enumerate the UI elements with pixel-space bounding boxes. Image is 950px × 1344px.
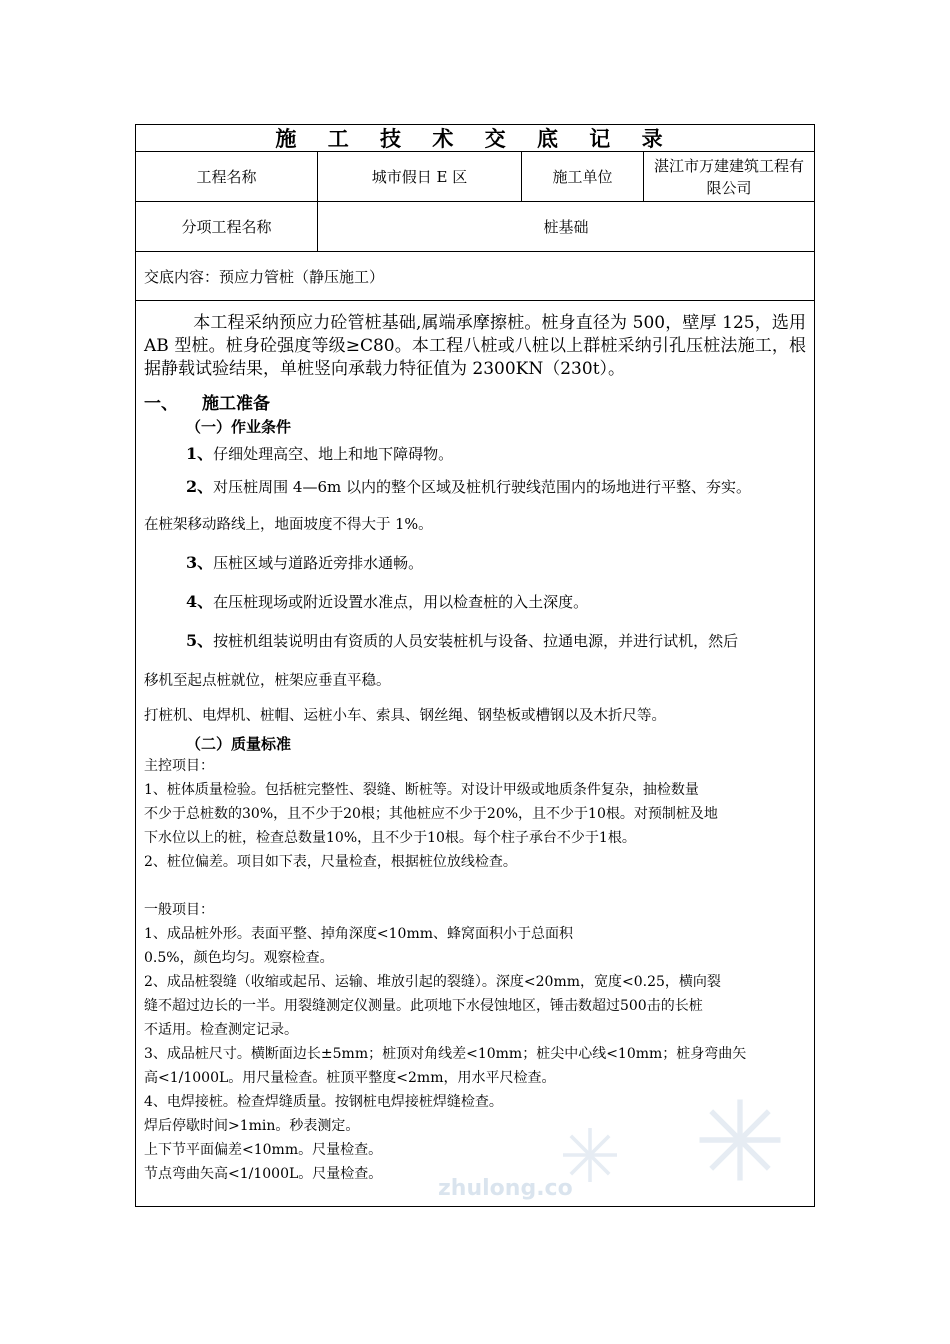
main-control-heading: 主控项目： [144, 758, 214, 774]
list-item: 1、仔细处理高空、地上和地下障碍物。 [186, 444, 454, 463]
title-row [136, 125, 814, 152]
document-title: 施 工 技 术 交 底 记 录 [275, 126, 675, 151]
equipment-line: 打桩机、电焊机、桩帽、运桩小车、索具、钢丝绳、钢垫板或槽钢以及木折尺等。 [144, 708, 666, 724]
list-item: 2、对压桩周围 4—6m 以内的整个区域及桩机行驶线范围内的场地进行平整、夯实。 [186, 477, 751, 496]
snowflake-watermark-icon [695, 1095, 785, 1185]
main-control-line: 2、桩位偏差。项目如下表，尺量检查，根据桩位放线检查。 [144, 854, 517, 870]
subsection-heading: （一）作业条件 [186, 418, 292, 436]
list-item: 5、按桩机组装说明由有资质的人员安装桩机与设备、拉通电源，并进行试机，然后 [186, 631, 739, 650]
subsection-heading: （二）质量标准 [186, 735, 292, 753]
general-line: 焊后停歇时间>1min。秒表测定。 [144, 1118, 360, 1134]
list-item: 4、在压桩现场或附近设置水准点，用以检查桩的入土深度。 [186, 592, 589, 611]
section-title: 施工准备 [202, 394, 270, 414]
subproject-row [136, 202, 814, 252]
general-line: 不适用。检查测定记录。 [144, 1022, 298, 1038]
list-item-continuation: 移机至起点桩就位，桩架应垂直平稳。 [144, 673, 391, 689]
subproject-label: 分项工程名称 [181, 218, 272, 236]
general-heading: 一般项目： [144, 902, 214, 918]
construction-unit-label: 施工单位 [521, 152, 643, 201]
main-control-line: 下水位以上的桩，检查总数量10%，且不少于10根。每个柱子承台不少于1根。 [144, 830, 636, 846]
intro-paragraph: 本工程采纳预应力砼管桩基础,属端承摩擦桩。桩身直径为 500，壁厚 125，选用 AB 型桩。桩身砼强度等级≥C80。本工程八桩或八桩以上群桩采纳引孔压桩法施工，根据静载试验结果，单桩竖向承载力特征值为 2300KN（230t）。 [144, 313, 806, 379]
general-line: 缝不超过边长的一半。用裂缝测定仪测量。此项地下水侵蚀地区，锤击数超过500击的长桩 [144, 998, 703, 1014]
general-line: 0.5%，颜色均匀。观察检查。 [144, 950, 334, 966]
watermark-text: zhulong.co [438, 1176, 573, 1201]
general-line: 2、成品桩裂缝（收缩或起吊、运输、堆放引起的裂缝）。深度<20mm，宽度<0.25，横向裂 [144, 974, 721, 990]
project-name-value: 城市假日 E 区 [317, 152, 521, 201]
main-control-line: 1、桩体质量检验。包括桩完整性、裂缝、断桩等。对设计甲级或地质条件复杂，抽检数量 [144, 782, 699, 798]
content-row [136, 252, 814, 301]
general-line: 高<1/1000L。用尺量检查。桩顶平整度<2mm，用水平尺检查。 [144, 1070, 556, 1086]
list-item: 3、压桩区域与道路近旁排水通畅。 [186, 553, 424, 572]
section-heading [144, 389, 806, 414]
project-info-row [136, 152, 814, 202]
list-item-continuation: 在桩架移动路线上，地面坡度不得大于 1%。 [144, 517, 433, 533]
main-control-line: 不少于总桩数的30%，且不少于20根；其他桩应不少于20%，且不少于10根。对预制桩及地 [144, 806, 718, 822]
construction-unit-value: 湛江市万建建筑工程有限公司 [643, 152, 814, 201]
project-name-label: 工程名称 [196, 168, 257, 186]
subproject-value: 桩基础 [317, 202, 814, 251]
document-table [135, 124, 815, 1207]
general-line: 上下节平面偏差<10mm。尺量检查。 [144, 1142, 383, 1158]
general-line: 3、成品桩尺寸。横断面边长±5mm；桩顶对角线差<10mm；桩尖中心线<10mm；桩身弯曲矢 [144, 1046, 747, 1062]
general-line: 1、成品桩外形。表面平整、掉角深度<10mm、蜂窝面积小于总面积 [144, 926, 574, 942]
document-body [136, 301, 814, 1206]
general-line: 节点弯曲矢高<1/1000L。尺量检查。 [144, 1166, 383, 1182]
section-number: 一、 [144, 394, 178, 414]
content-description: 交底内容：预应力管桩（静压施工） [144, 267, 385, 286]
general-line: 4、电焊接桩。检查焊缝质量。按钢桩电焊接桩焊缝检查。 [144, 1094, 503, 1110]
